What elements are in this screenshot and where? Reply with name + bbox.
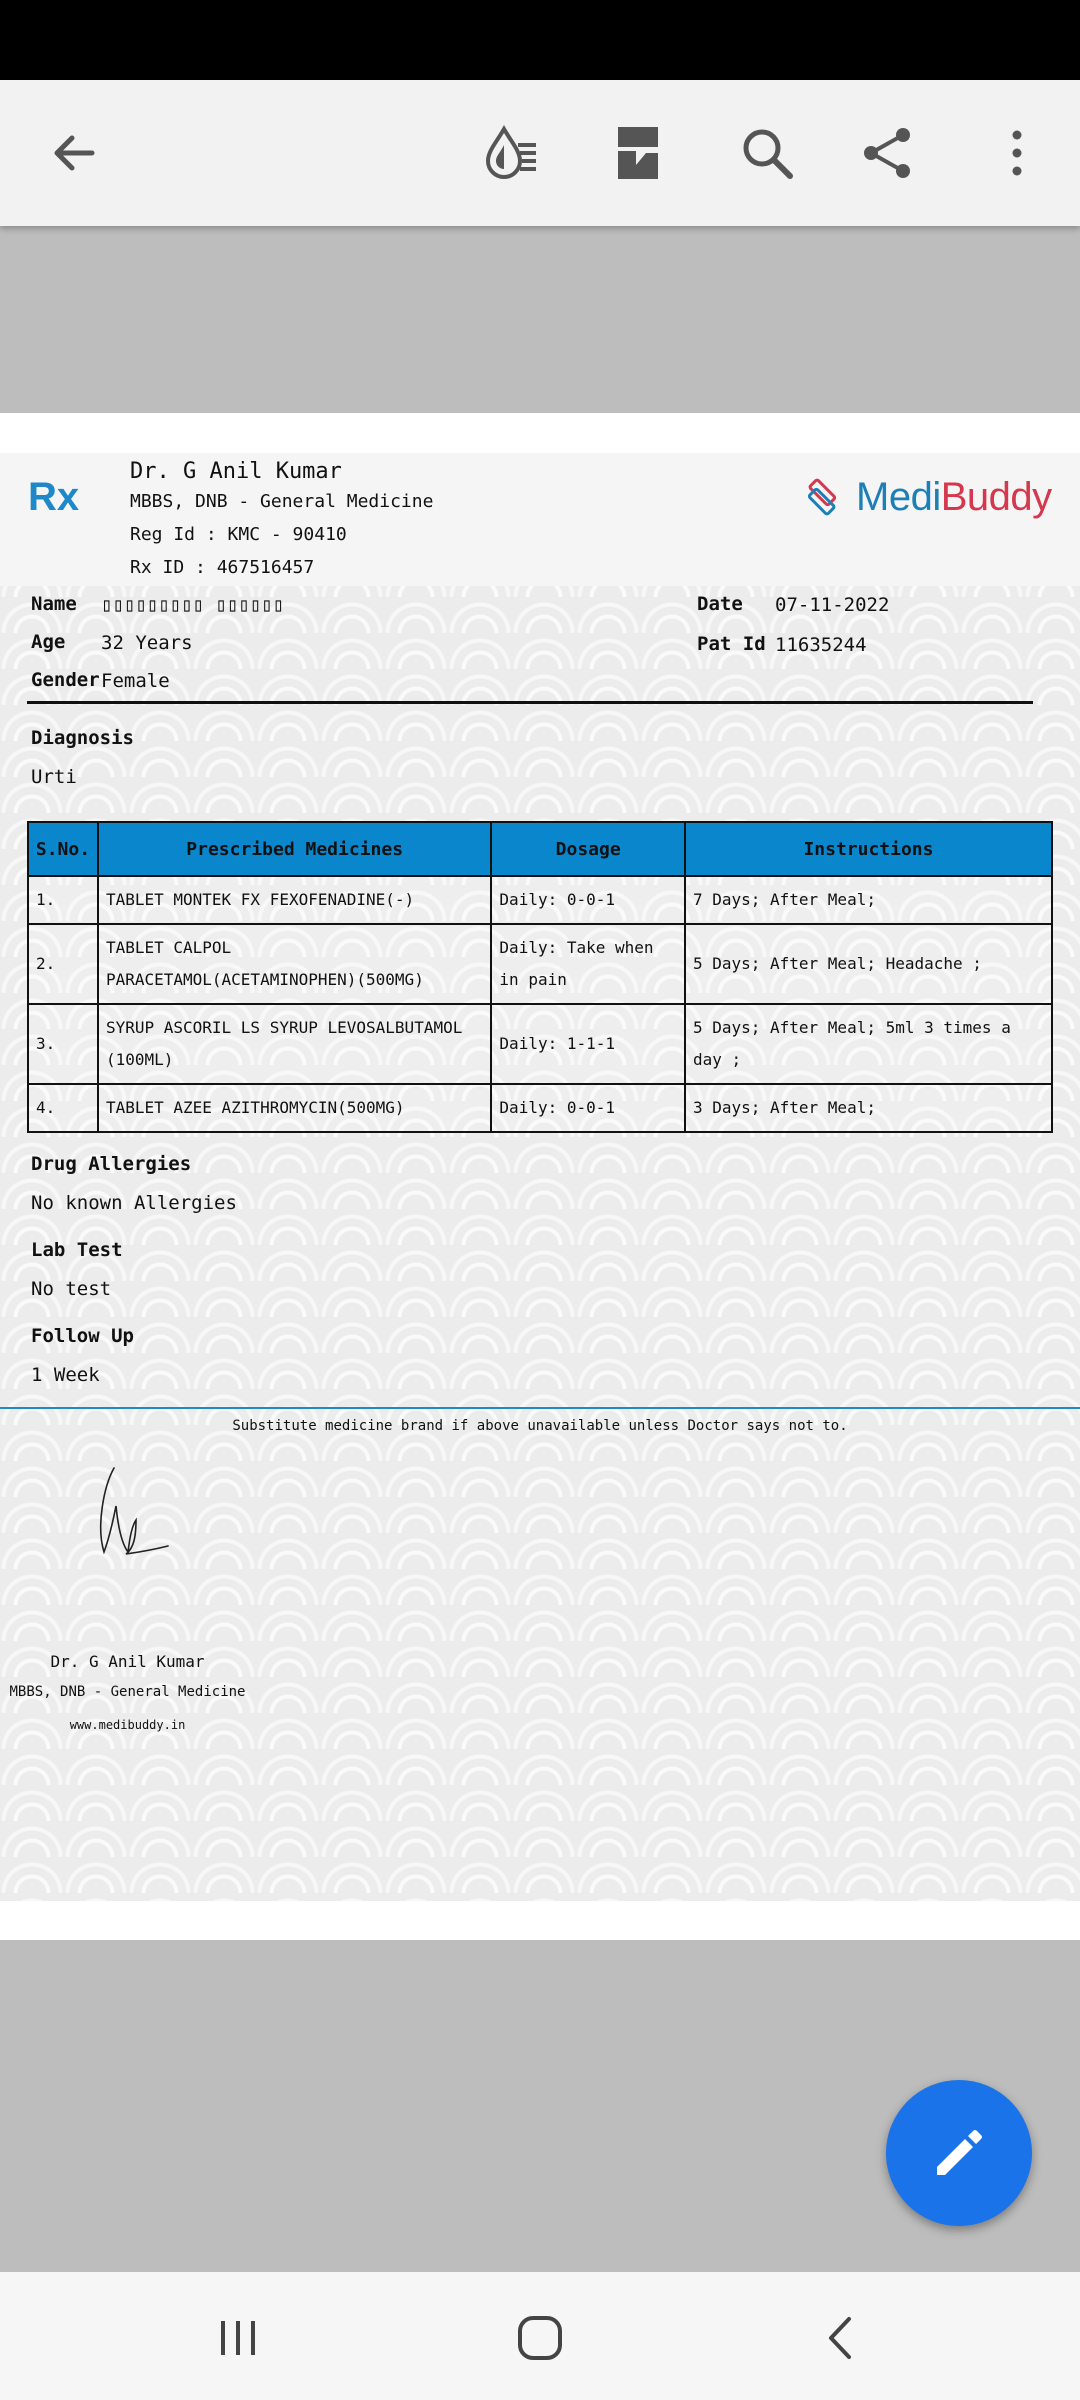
patient-name-value: ▯▯▯▯▯▯▯▯▯ ▯▯▯▯▯▯ <box>101 594 285 616</box>
navigation-bar <box>0 2272 1080 2400</box>
prescription-document <box>0 453 1080 1901</box>
top-toolbar <box>0 80 1080 226</box>
table-row <box>28 1004 1052 1084</box>
follow-up-title: Follow Up <box>31 1325 134 1347</box>
diagnosis-title: Diagnosis <box>31 727 134 749</box>
search-button[interactable] <box>721 107 813 199</box>
reading-mode-icon <box>482 123 542 183</box>
footer-qualification: MBBS, DNB - General Medicine <box>9 1684 246 1700</box>
patient-gender-value: Female <box>101 670 170 692</box>
doctor-reg-id: Reg Id : KMC - 90410 <box>130 524 347 545</box>
row-dosage: Daily: 0-0-1 <box>491 876 685 924</box>
row-dosage: Daily: Take when in pain <box>491 924 685 1004</box>
pat-id-label: Pat Id <box>697 633 766 655</box>
back-button[interactable] <box>28 107 120 199</box>
patient-age-value: 32 Years <box>101 632 193 654</box>
rx-label: Rx <box>28 475 80 519</box>
rx-id: Rx ID : 467516457 <box>130 557 315 578</box>
doctor-name: Dr. G Anil Kumar <box>130 459 342 484</box>
pat-id-value: 11635244 <box>775 634 867 656</box>
search-icon <box>737 123 797 183</box>
divider <box>27 701 1033 704</box>
column-header-dosage: Dosage <box>491 822 685 876</box>
page-view-icon <box>608 123 668 183</box>
follow-up-value: 1 Week <box>31 1364 100 1386</box>
table-row <box>28 924 1052 1004</box>
nav-back-button[interactable] <box>802 2298 882 2378</box>
row-medicine: TABLET AZEE AZITHROMYCIN(500MG) <box>98 1084 491 1132</box>
share-icon <box>857 123 917 183</box>
row-instructions: 7 Days; After Meal; <box>685 876 1052 924</box>
table-header-row <box>28 822 1052 876</box>
logo-text-medi: Medi <box>856 474 941 519</box>
lab-test-title: Lab Test <box>31 1239 123 1261</box>
edit-fab-button[interactable] <box>886 2080 1032 2226</box>
edit-pencil-icon <box>929 2123 989 2183</box>
separator-line <box>0 1407 1080 1409</box>
more-options-button[interactable] <box>971 107 1063 199</box>
diagnosis-value: Urti <box>31 766 77 788</box>
drug-allergies-title: Drug Allergies <box>31 1153 192 1175</box>
row-instructions: 3 Days; After Meal; <box>685 1084 1052 1132</box>
row-instructions: 5 Days; After Meal; Headache ; <box>685 924 1052 1004</box>
doctor-qualification: MBBS, DNB - General Medicine <box>130 491 434 512</box>
medibuddy-logo <box>796 471 1052 523</box>
logo-text-buddy: Buddy <box>940 474 1052 519</box>
recent-apps-icon <box>213 2313 263 2363</box>
row-medicine: TABLET MONTEK FX FEXOFENADINE(-) <box>98 876 491 924</box>
reading-mode-button[interactable] <box>466 107 558 199</box>
row-sno: 2. <box>28 924 98 1004</box>
drug-allergies-value: No known Allergies <box>31 1192 237 1214</box>
row-medicine: SYRUP ASCORIL LS SYRUP LEVOSALBUTAMOL (100ML) <box>98 1004 491 1084</box>
footer-website: www.medibuddy.in <box>69 1718 186 1732</box>
patient-age-label: Age <box>31 631 66 653</box>
home-icon <box>514 2312 566 2364</box>
status-bar <box>0 0 1080 80</box>
back-icon <box>817 2313 867 2363</box>
row-dosage: Daily: 1-1-1 <box>491 1004 685 1084</box>
column-header-instructions: Instructions <box>685 822 1052 876</box>
row-sno: 3. <box>28 1004 98 1084</box>
column-header-sno: S.No. <box>28 822 98 876</box>
share-button[interactable] <box>841 107 933 199</box>
home-button[interactable] <box>500 2298 580 2378</box>
substitute-note: Substitute medicine brand if above unavailable unless Doctor says not to. <box>232 1418 848 1434</box>
arrow-back-icon <box>44 123 104 183</box>
table-row <box>28 1084 1052 1132</box>
table-row <box>28 876 1052 924</box>
doctor-signature <box>92 1466 172 1566</box>
page-view-button[interactable] <box>592 107 684 199</box>
lab-test-value: No test <box>31 1278 112 1300</box>
row-sno: 4. <box>28 1084 98 1132</box>
row-medicine: TABLET CALPOL PARACETAMOL(ACETAMINOPHEN)(500MG) <box>98 924 491 1004</box>
date-label: Date <box>697 593 743 615</box>
patient-gender-label: Gender <box>31 669 100 691</box>
date-value: 07-11-2022 <box>775 594 890 616</box>
medibuddy-logo-icon <box>796 471 848 523</box>
recent-apps-button[interactable] <box>198 2298 278 2378</box>
more-vert-icon <box>987 123 1047 183</box>
footer-doctor-name: Dr. G Anil Kumar <box>50 1652 205 1671</box>
column-header-medicines: Prescribed Medicines <box>98 822 491 876</box>
row-instructions: 5 Days; After Meal; 5ml 3 times a day ; <box>685 1004 1052 1084</box>
medicines-table <box>27 821 1053 1133</box>
patient-name-label: Name <box>31 593 77 615</box>
row-sno: 1. <box>28 876 98 924</box>
row-dosage: Daily: 0-0-1 <box>491 1084 685 1132</box>
